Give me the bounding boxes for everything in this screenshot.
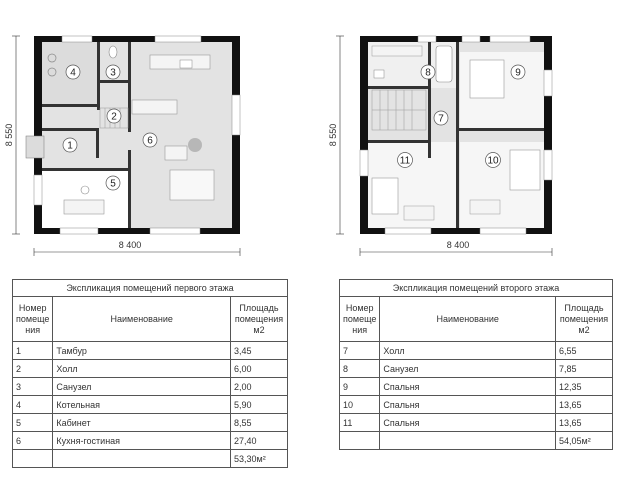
row-area: 5,90 (231, 396, 288, 414)
room-label-11 (398, 153, 413, 168)
table-row (340, 378, 613, 396)
row-area: 27,40 (231, 432, 288, 450)
table-total-row (13, 450, 288, 468)
svg-text:2: 2 (111, 111, 117, 123)
table-row (13, 414, 288, 432)
row-area: 8,55 (231, 414, 288, 432)
plan2-width-dimension: 8 400 (446, 240, 470, 250)
row-number: 1 (13, 342, 53, 360)
row-name: Котельная (53, 396, 231, 414)
svg-text:1: 1 (67, 140, 73, 152)
table2-header-area: Площадь помещения м2 (556, 297, 613, 342)
room-label-6 (143, 133, 157, 147)
room-label-10 (486, 153, 501, 168)
table2-total: 54,05м² (556, 432, 613, 450)
row-number: 8 (340, 360, 380, 378)
svg-text:7: 7 (438, 113, 444, 125)
svg-text:8: 8 (425, 67, 431, 79)
row-name: Санузел (53, 378, 231, 396)
table-row (13, 360, 288, 378)
row-area: 6,00 (231, 360, 288, 378)
row-number: 9 (340, 378, 380, 396)
table-row (13, 432, 288, 450)
table-row (340, 396, 613, 414)
room-label-8 (421, 65, 435, 79)
room-label-5 (106, 176, 120, 190)
svg-text:3: 3 (110, 67, 116, 79)
table-first-floor (12, 279, 288, 468)
row-area: 2,00 (231, 378, 288, 396)
plan1-width-dimension: 8 400 (118, 240, 142, 250)
row-name: Кабинет (53, 414, 231, 432)
row-area: 12,35 (556, 378, 613, 396)
row-number: 10 (340, 396, 380, 414)
row-number: 4 (13, 396, 53, 414)
table1-header-number: Номер помеще ния (13, 297, 53, 342)
table-row (13, 378, 288, 396)
room-label-3 (106, 65, 120, 79)
svg-text:5: 5 (110, 178, 116, 190)
table-row (340, 360, 613, 378)
plan1-height-dimension: 8 550 (4, 123, 14, 147)
table1-header-name: Наименование (53, 297, 231, 342)
table-row (340, 414, 613, 432)
table-row (13, 396, 288, 414)
row-number: 2 (13, 360, 53, 378)
svg-text:11: 11 (399, 155, 411, 167)
table-total-row (340, 432, 613, 450)
table1-header-area: Площадь помещения м2 (231, 297, 288, 342)
room-label-9 (511, 65, 525, 79)
table2-header-name: Наименование (380, 297, 556, 342)
svg-text:6: 6 (147, 135, 153, 147)
table-row (13, 342, 288, 360)
row-name: Холл (380, 342, 556, 360)
row-name: Санузел (380, 360, 556, 378)
svg-text:4: 4 (70, 67, 76, 79)
row-number: 7 (340, 342, 380, 360)
room-label-4 (66, 65, 80, 79)
row-name: Спальня (380, 396, 556, 414)
room-label-1 (63, 138, 77, 152)
room-label-7 (434, 111, 448, 125)
row-area: 13,65 (556, 396, 613, 414)
table1-total: 53,30м² (231, 450, 288, 468)
second-floor-plan (328, 36, 552, 256)
row-number: 5 (13, 414, 53, 432)
row-area: 13,65 (556, 414, 613, 432)
table-second-floor (339, 279, 613, 450)
plan2-height-dimension: 8 550 (328, 123, 338, 147)
svg-text:9: 9 (515, 67, 521, 79)
row-number: 11 (340, 414, 380, 432)
first-floor-plan (4, 36, 240, 256)
row-area: 7,85 (556, 360, 613, 378)
svg-text:10: 10 (487, 155, 499, 167)
row-name: Спальня (380, 378, 556, 396)
table-row (340, 342, 613, 360)
row-name: Холл (53, 360, 231, 378)
row-area: 6,55 (556, 342, 613, 360)
room-label-2 (107, 109, 121, 123)
row-name: Тамбур (53, 342, 231, 360)
row-area: 3,45 (231, 342, 288, 360)
row-number: 6 (13, 432, 53, 450)
row-name: Кухня-гостиная (53, 432, 231, 450)
table1-caption: Экспликация помещений первого этажа (13, 280, 288, 297)
table2-caption: Экспликация помещений второго этажа (340, 280, 613, 297)
row-name: Спальня (380, 414, 556, 432)
row-number: 3 (13, 378, 53, 396)
table2-header-number: Номер помеще ния (340, 297, 380, 342)
